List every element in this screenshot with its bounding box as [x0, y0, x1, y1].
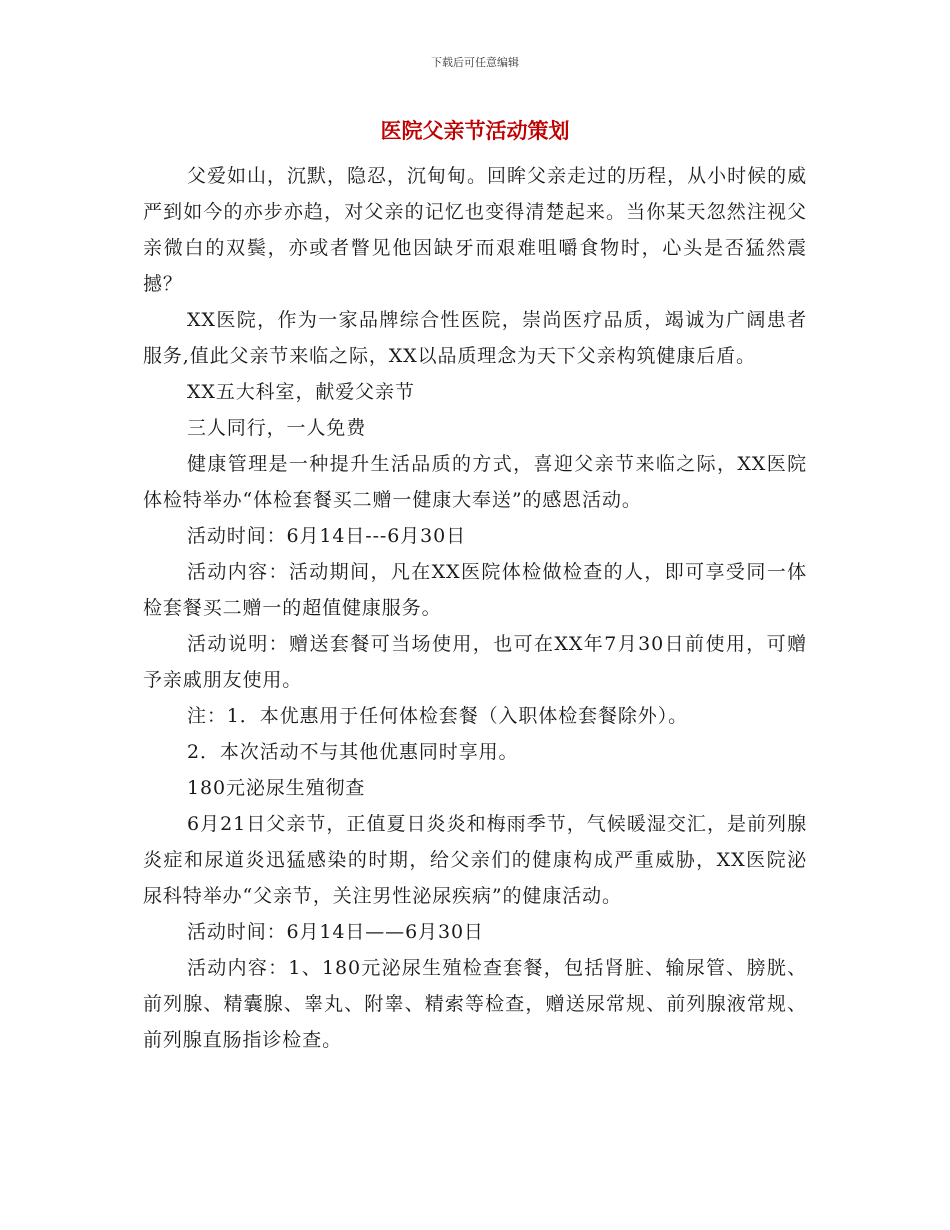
- paragraph-activity-content-1: 活动内容：活动期间，凡在XX医院体检做检查的人，即可享受同一体检套餐买二赠一的超值健康服务。: [143, 561, 807, 619]
- paragraph-hospital: XX医院，作为一家品牌综合性医院，崇尚医疗品质，竭诚为广阔患者服务,值此父亲节来临之际，XX以品质理念为天下父亲构筑健康后盾。: [143, 309, 807, 367]
- paragraph-note-1: 注：1．本优惠用于任何体检套餐（入职体检套餐除外）。: [187, 705, 688, 727]
- paragraph-activity-time-2: 活动时间：6月14日——6月30日: [187, 921, 484, 943]
- paragraph-activity-time-1: 活动时间：6月14日---6月30日: [187, 525, 466, 547]
- paragraph-fathers-day: 6月21日父亲节，正值夏日炎炎和梅雨季节，气候暖湿交汇，是前列腺炎症和尿道炎迅猛感染的时期，给父亲们的健康构成严重威胁，XX医院泌尿科特举办“父亲节，关注男性泌尿疾病”的健康活动。: [143, 813, 807, 907]
- paragraph-note-2: 2．本次活动不与其他优惠同时享用。: [187, 741, 519, 763]
- document-body: [143, 158, 807, 1058]
- section-heading-urology: 180元泌尿生殖彻查: [187, 777, 366, 799]
- section-heading-departments: XX五大科室，献爱父亲节: [187, 381, 415, 403]
- paragraph-activity-notes: 活动说明：赠送套餐可当场使用，也可在XX年7月30日前使用，可赠予亲戚朋友使用。: [143, 633, 807, 691]
- document-title: 医院父亲节活动策划: [380, 119, 570, 143]
- paragraph-activity-content-2: 活动内容：1、180元泌尿生殖检查套餐，包括肾脏、输尿管、膀胱、前列腺、精囊腺、睾丸、附睾、精索等检查，赠送尿常规、前列腺液常规、前列腺直肠指诊检查。: [143, 957, 807, 1051]
- paragraph-health-management: 健康管理是一种提升生活品质的方式，喜迎父亲节来临之际，XX医院体检特举办“体检套餐买二赠一健康大奉送”的感恩活动。: [143, 453, 807, 511]
- page-header-note: 下载后可任意编辑: [431, 56, 519, 69]
- section-heading-three-people: 三人同行，一人免费: [187, 417, 367, 439]
- paragraph-intro: 父爱如山，沉默，隐忍，沉甸甸。回眸父亲走过的历程，从小时候的威严到如今的亦步亦趋，对父亲的记忆也变得清楚起来。当你某天忽然注视父亲微白的双鬓，亦或者瞥见他因缺牙而艰难咀嚼食物时，心头是否猛然震撼？: [143, 165, 807, 295]
